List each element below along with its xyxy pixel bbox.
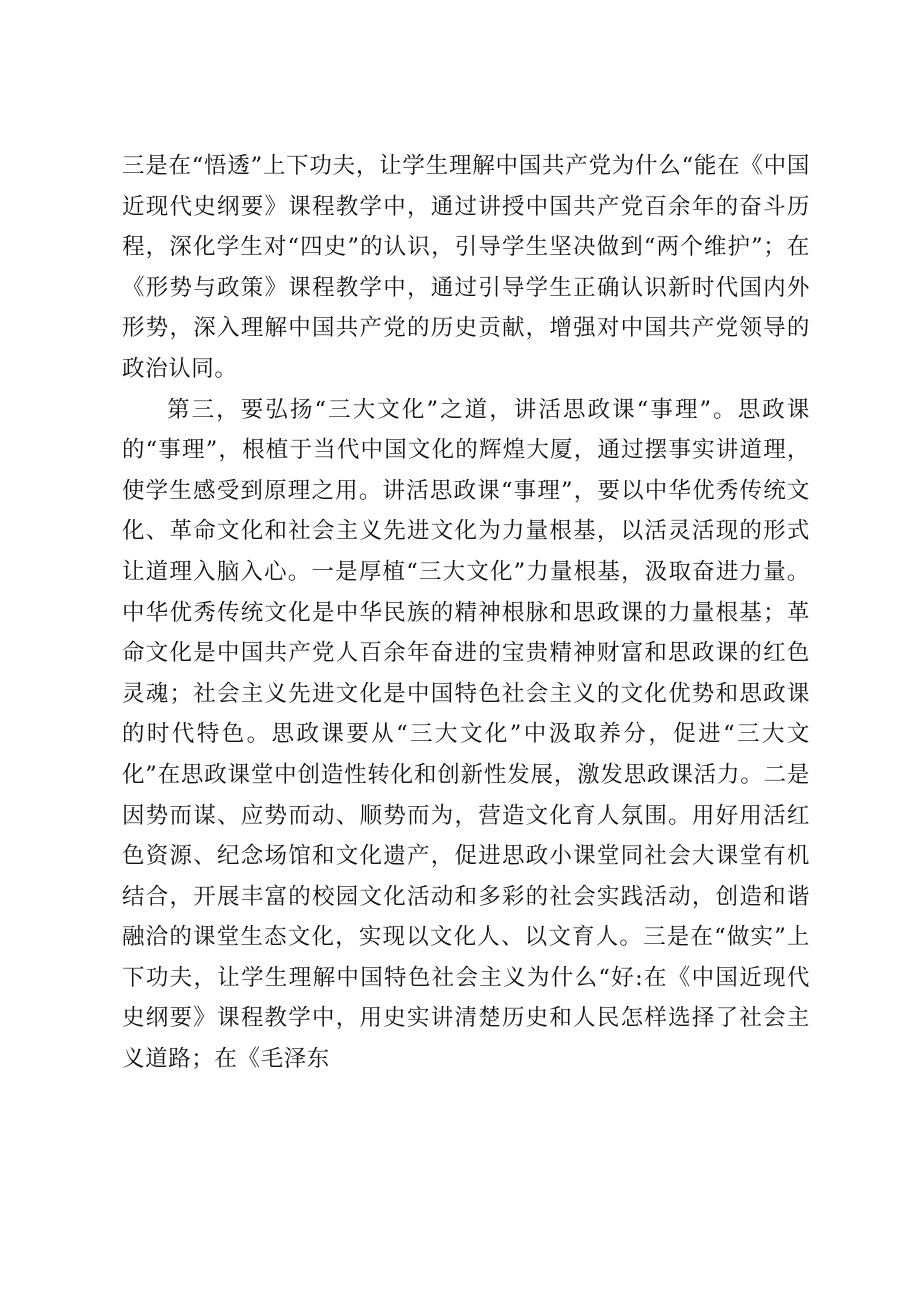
body-text: [122, 146, 810, 1080]
paragraph-1: 三是在“悟透”上下功夫，让学生理解中国共产党为什么“能在《中国近现代史纲要》课程教学中，通过讲授中国共产党百余年的奋斗历程，深化学生对“四史”的认识，引导学生坚决做到“两个维护”；在《形势与政策》课程教学中，通过引导学生正确认识新时代国内外形势，深入理解中国共产党的历史贡献，增强对中国共产党领导的政治认同。: [122, 153, 810, 382]
paragraph-2: 第三，要弘扬“三大文化”之道，讲活思政课“事理”。思政课的“事理”，根植于当代中国文化的辉煌大厦，通过摆事实讲道理，使学生感受到原理之用。讲活思政课“事理”，要以中华优秀传统文化、革命文化和社会主义先进文化为力量根基，以活灵活现的形式让道理入脑入心。一是厚植“三大文化”力量根基，汲取奋进力量。中华优秀传统文化是中华民族的精神根脉和思政课的力量根基；革命文化是中国共产党人百余年奋进的宝贵精神财富和思政课的红色灵魂；社会主义先进文化是中国特色社会主义的文化优势和思政课的时代特色。思政课要从“三大文化”中汲取养分，促进“三大文化”在思政课堂中创造性转化和创新性发展，激发思政课活力。二是因势而谋、应势而动、顺势而为，营造文化育人氛围。用好用活红色资源、纪念场馆和文化遗产，促进思政小课堂同社会大课堂有机结合，开展丰富的校园文化活动和多彩的社会实践活动，创造和谐融洽的课堂生态文化，实现以文化人、以文育人。三是在“做实”上下功夫，让学生理解中国特色社会主义为什么“好:在《中国近现代史纲要》课程教学中，用史实讲清楚历史和人民怎样选择了社会主义道路；在《毛泽东: [122, 396, 810, 1073]
